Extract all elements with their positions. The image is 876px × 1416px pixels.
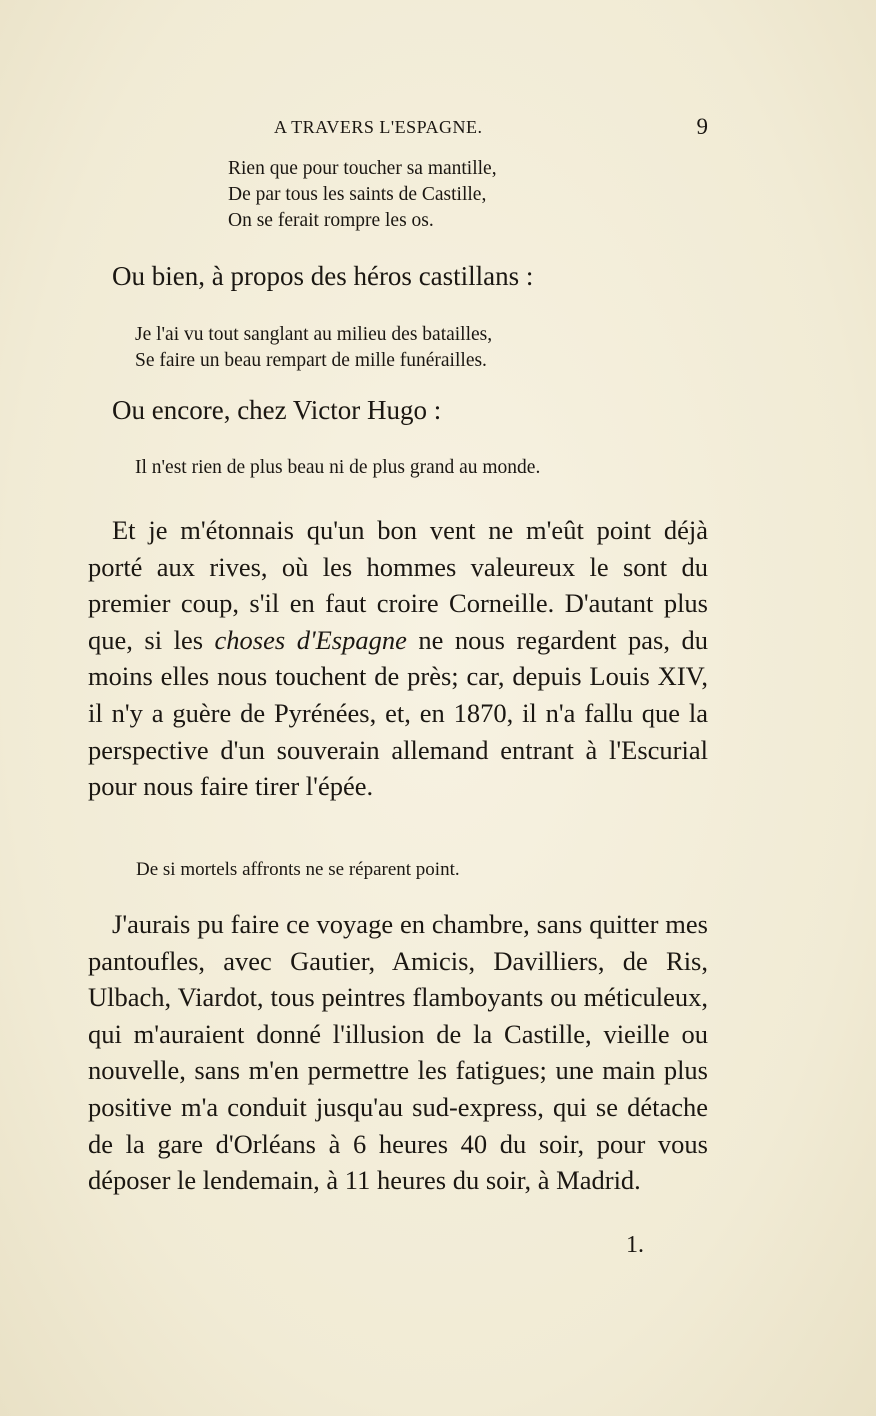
- verse-line: Je l'ai vu tout sanglant au milieu des batailles,: [135, 324, 493, 345]
- verse-line: Se faire un beau rempart de mille funérailles.: [135, 350, 487, 371]
- verse-quote-batailles: [135, 322, 492, 374]
- signature-mark: 1.: [626, 1232, 644, 1258]
- verse-line: Il n'est rien de plus beau ni de plus grand au monde.: [135, 457, 541, 478]
- page-header: [88, 114, 708, 145]
- italic-phrase: choses d'Espagne: [214, 624, 407, 655]
- running-title: A TRAVERS L'ESPAGNE.: [274, 117, 483, 137]
- paragraph-voyage: J'aurais pu faire ce voyage en chambre, sans quitter mes pantoufles, avec Gautier, Amicis, Davilliers, de Ris, Ulbach, Viardot, tous peintres flamboyants ou méticuleux, qui m'auraient donné l'illusion de la Castille, vieille ou nouvelle, sans m'en permettre les fatigues; une main plus positive m'a conduit jusqu'au sud-express, qui se détache de la gare d'Orléans à 6 heures 40 du soir, pour vous déposer le lendemain, à 11 heures du soir, à Madrid.: [88, 909, 708, 1196]
- verse-line: De par tous les saints de Castille,: [228, 184, 487, 205]
- verse-quote-mantille: [228, 156, 497, 234]
- verse-quote-hugo: [135, 455, 540, 481]
- intro-line-hugo: Ou encore, chez Victor Hugo :: [112, 395, 442, 425]
- intro-line-heros: Ou bien, à propos des héros castillans :: [112, 261, 534, 291]
- paragraph-text: Et je m'étonnais qu'un bon vent ne m'eût point déjà porté aux rives, où les hommes valeureux le sont du premier coup, s'il en faut croire Corneille. D'autant plus que, si les: [88, 515, 708, 655]
- verse-line: De si mortels affronts ne se réparent point.: [136, 859, 460, 880]
- verse-quote-affronts: [136, 857, 460, 883]
- verse-line: On se ferait rompre les os.: [228, 210, 434, 231]
- paragraph-text: ne nous regardent pas, du moins elles nous touchent de près; car, depuis Louis XIV, il n'y a guère de Pyrénées, et, en 1870, il n'a fallu que la perspective d'un souverain allemand entrant à l'Escurial pour nous faire tirer l'épée.: [88, 624, 708, 802]
- page-number: 9: [696, 114, 708, 139]
- paragraph-corneille: [88, 512, 708, 805]
- verse-line: Rien que pour toucher sa mantille,: [228, 158, 497, 179]
